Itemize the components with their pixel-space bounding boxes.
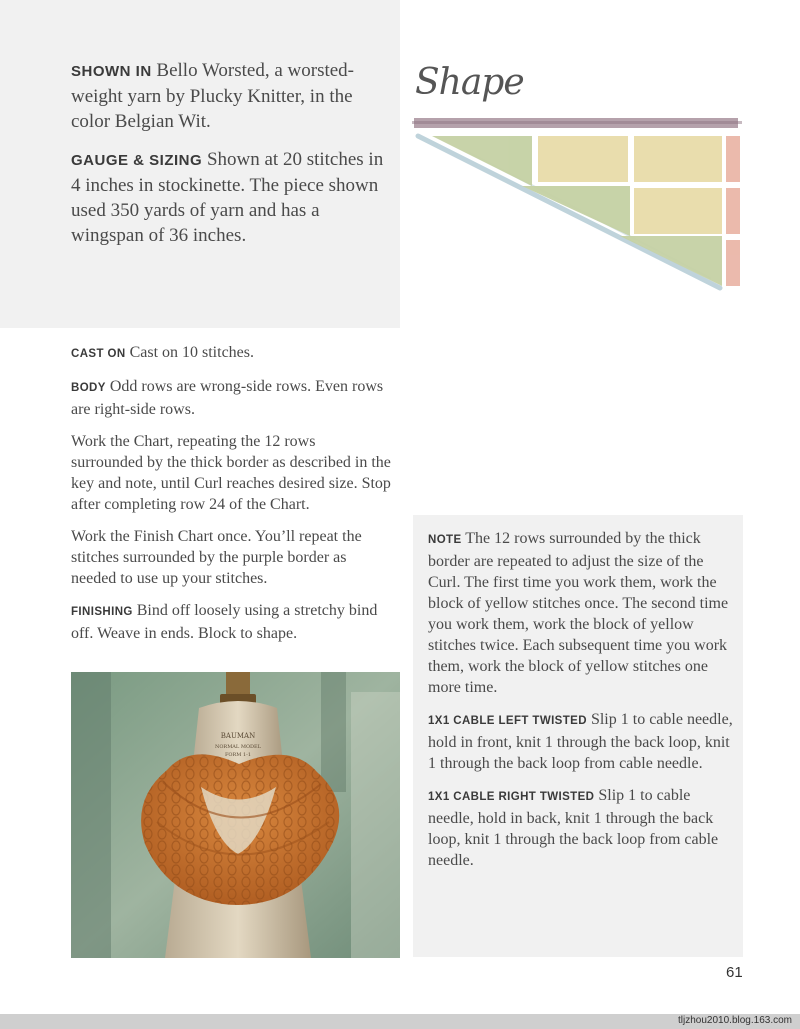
cable-right-paragraph bbox=[428, 785, 733, 871]
finish-chart-paragraph: Work the Finish Chart once. You’ll repeat the stitches surrounded by the purple border as needed to use up your stitches. bbox=[71, 528, 362, 587]
body-text: Odd rows are wrong-side rows. Even rows are right-side rows. bbox=[71, 378, 384, 418]
purple-band bbox=[412, 118, 742, 128]
body-paragraph bbox=[71, 376, 391, 420]
shown-in-paragraph bbox=[71, 58, 391, 134]
form-label-3: FORM 1-1 bbox=[224, 752, 252, 758]
instructions-column bbox=[71, 342, 391, 655]
cable-left-text: Slip 1 to cable needle, hold in front, knit 1 through the back loop, knit 1 through the back loop from cable needle. bbox=[428, 711, 733, 772]
finishing-paragraph bbox=[71, 600, 391, 644]
cowl-photo bbox=[71, 672, 400, 958]
chart-paragraph: Work the Chart, repeating the 12 rows surrounded by the thick border as described in the key and note, until Curl reaches desired size. Stop after completing row 24 of the Chart. bbox=[71, 433, 391, 513]
top-info-text bbox=[71, 58, 391, 261]
cable-left-label: 1X1 CABLE LEFT TWISTED bbox=[428, 715, 587, 727]
gauge-paragraph bbox=[71, 147, 391, 248]
note-column bbox=[428, 528, 733, 882]
form-label-2: NORMAL MODEL bbox=[214, 744, 262, 750]
cable-left-paragraph bbox=[428, 709, 733, 774]
shape-diagram bbox=[410, 108, 750, 293]
cast-on-label: CAST ON bbox=[71, 348, 126, 360]
shape-title: Shape bbox=[415, 62, 524, 103]
body-label: BODY bbox=[71, 382, 106, 394]
pink-blocks bbox=[726, 136, 740, 286]
note-text: The 12 rows surrounded by the thick border are repeated to adjust the size of the Curl. The first time you work them, work the block of yellow stitches once. The second time you work them, work the block of yellow stitches twice. Each subsequent time you work them, work the block of yellow stitches one more time. bbox=[428, 530, 729, 696]
cast-on-paragraph bbox=[71, 342, 391, 365]
finishing-label: FINISHING bbox=[71, 606, 133, 618]
cast-on-text: Cast on 10 stitches. bbox=[125, 344, 254, 361]
watermark: tljzhou2010.blog.163.com bbox=[678, 1015, 792, 1026]
shown-in-label: SHOWN IN bbox=[71, 63, 152, 80]
cable-right-label: 1X1 CABLE RIGHT TWISTED bbox=[428, 791, 595, 803]
shown-in-text: Bello Worsted, a worsted-weight yarn by Plucky Knitter, in the color Belgian Wit. bbox=[71, 60, 355, 132]
finishing-text: Bind off loosely using a stretchy bind off. Weave in ends. Block to shape. bbox=[71, 602, 378, 642]
note-paragraph bbox=[428, 528, 733, 698]
gauge-text: Shown at 20 stitches in 4 inches in stockinette. The piece shown used 350 yards of yarn and has a wingspan of 36 inches. bbox=[71, 149, 384, 246]
page-number: 61 bbox=[726, 964, 743, 981]
gauge-label: GAUGE & SIZING bbox=[71, 152, 203, 169]
note-label: NOTE bbox=[428, 534, 462, 546]
form-label-1: BAUMAN bbox=[220, 732, 256, 740]
cable-right-text: Slip 1 to cable needle, hold in back, knit 1 through the back loop, knit 1 through the back loop from cable needle. bbox=[428, 787, 719, 869]
